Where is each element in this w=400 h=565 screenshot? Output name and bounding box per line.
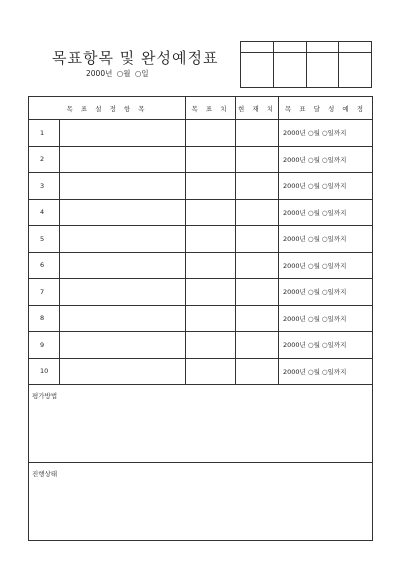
goal-item-cell[interactable] [60, 305, 186, 332]
due-date-cell[interactable]: 2000년 ○월 ○일까지 [279, 358, 373, 385]
progress-status-section[interactable] [29, 463, 373, 541]
table-row [29, 358, 373, 385]
table-row [29, 252, 373, 279]
evaluation-method-section[interactable] [29, 385, 373, 463]
approval-cell[interactable] [306, 42, 339, 53]
approval-cell[interactable] [273, 42, 306, 53]
due-date-cell[interactable]: 2000년 ○월 ○일까지 [279, 173, 373, 200]
current-value-cell[interactable] [236, 279, 279, 306]
goal-item-cell[interactable] [60, 199, 186, 226]
date-line: 2000년 ○월 ○일 [86, 69, 149, 78]
approval-box [240, 41, 372, 88]
goal-item-cell[interactable] [60, 120, 186, 147]
current-value-cell[interactable] [236, 252, 279, 279]
evaluation-method-label: 평가방법 [32, 392, 58, 400]
col-header-target-value: 목 표 치 [186, 97, 236, 120]
table-row [29, 120, 373, 147]
target-value-cell[interactable] [186, 173, 236, 200]
due-date-cell[interactable]: 2000년 ○월 ○일까지 [279, 120, 373, 147]
col-header-current-value: 현 재 치 [236, 97, 279, 120]
current-value-cell[interactable] [236, 305, 279, 332]
goal-item-cell[interactable] [60, 252, 186, 279]
due-date-cell[interactable]: 2000년 ○월 ○일까지 [279, 226, 373, 253]
table-row [29, 226, 373, 253]
approval-cell[interactable] [339, 42, 372, 53]
target-value-cell[interactable] [186, 358, 236, 385]
col-header-goal-item: 목 표 설 정 항 목 [29, 97, 186, 120]
goal-item-cell[interactable] [60, 358, 186, 385]
approval-cell[interactable] [241, 42, 274, 53]
approval-cell[interactable] [339, 53, 372, 88]
target-value-cell[interactable] [186, 279, 236, 306]
table-row [29, 146, 373, 173]
table-row [29, 305, 373, 332]
col-header-due: 목 표 달 성 예 정 [279, 97, 373, 120]
target-value-cell[interactable] [186, 252, 236, 279]
row-number: 4 [29, 199, 60, 226]
current-value-cell[interactable] [236, 226, 279, 253]
current-value-cell[interactable] [236, 358, 279, 385]
row-number: 2 [29, 146, 60, 173]
row-number: 8 [29, 305, 60, 332]
row-number: 5 [29, 226, 60, 253]
target-value-cell[interactable] [186, 332, 236, 359]
target-value-cell[interactable] [186, 199, 236, 226]
goal-item-cell[interactable] [60, 332, 186, 359]
current-value-cell[interactable] [236, 199, 279, 226]
due-date-cell[interactable]: 2000년 ○월 ○일까지 [279, 305, 373, 332]
goal-item-cell[interactable] [60, 279, 186, 306]
goal-item-cell[interactable] [60, 173, 186, 200]
table-row [29, 199, 373, 226]
row-number: 3 [29, 173, 60, 200]
current-value-cell[interactable] [236, 146, 279, 173]
target-value-cell[interactable] [186, 146, 236, 173]
due-date-cell[interactable]: 2000년 ○월 ○일까지 [279, 199, 373, 226]
header-row [29, 97, 373, 120]
progress-status-label: 진행상태 [32, 470, 58, 478]
due-date-cell[interactable]: 2000년 ○월 ○일까지 [279, 279, 373, 306]
table-row [29, 279, 373, 306]
target-value-cell[interactable] [186, 226, 236, 253]
approval-cell[interactable] [273, 53, 306, 88]
approval-cell[interactable] [241, 53, 274, 88]
current-value-cell[interactable] [236, 332, 279, 359]
current-value-cell[interactable] [236, 120, 279, 147]
due-date-cell[interactable]: 2000년 ○월 ○일까지 [279, 252, 373, 279]
row-number: 9 [29, 332, 60, 359]
target-value-cell[interactable] [186, 120, 236, 147]
goal-table [28, 96, 373, 541]
goal-item-cell[interactable] [60, 146, 186, 173]
current-value-cell[interactable] [236, 173, 279, 200]
target-value-cell[interactable] [186, 305, 236, 332]
page-title: 목표항목 및 완성예정표 [52, 49, 219, 67]
table-row [29, 332, 373, 359]
row-number: 10 [29, 358, 60, 385]
approval-cell[interactable] [306, 53, 339, 88]
table-row [29, 173, 373, 200]
row-number: 1 [29, 120, 60, 147]
row-number: 7 [29, 279, 60, 306]
due-date-cell[interactable]: 2000년 ○월 ○일까지 [279, 332, 373, 359]
due-date-cell[interactable]: 2000년 ○월 ○일까지 [279, 146, 373, 173]
goal-item-cell[interactable] [60, 226, 186, 253]
row-number: 6 [29, 252, 60, 279]
